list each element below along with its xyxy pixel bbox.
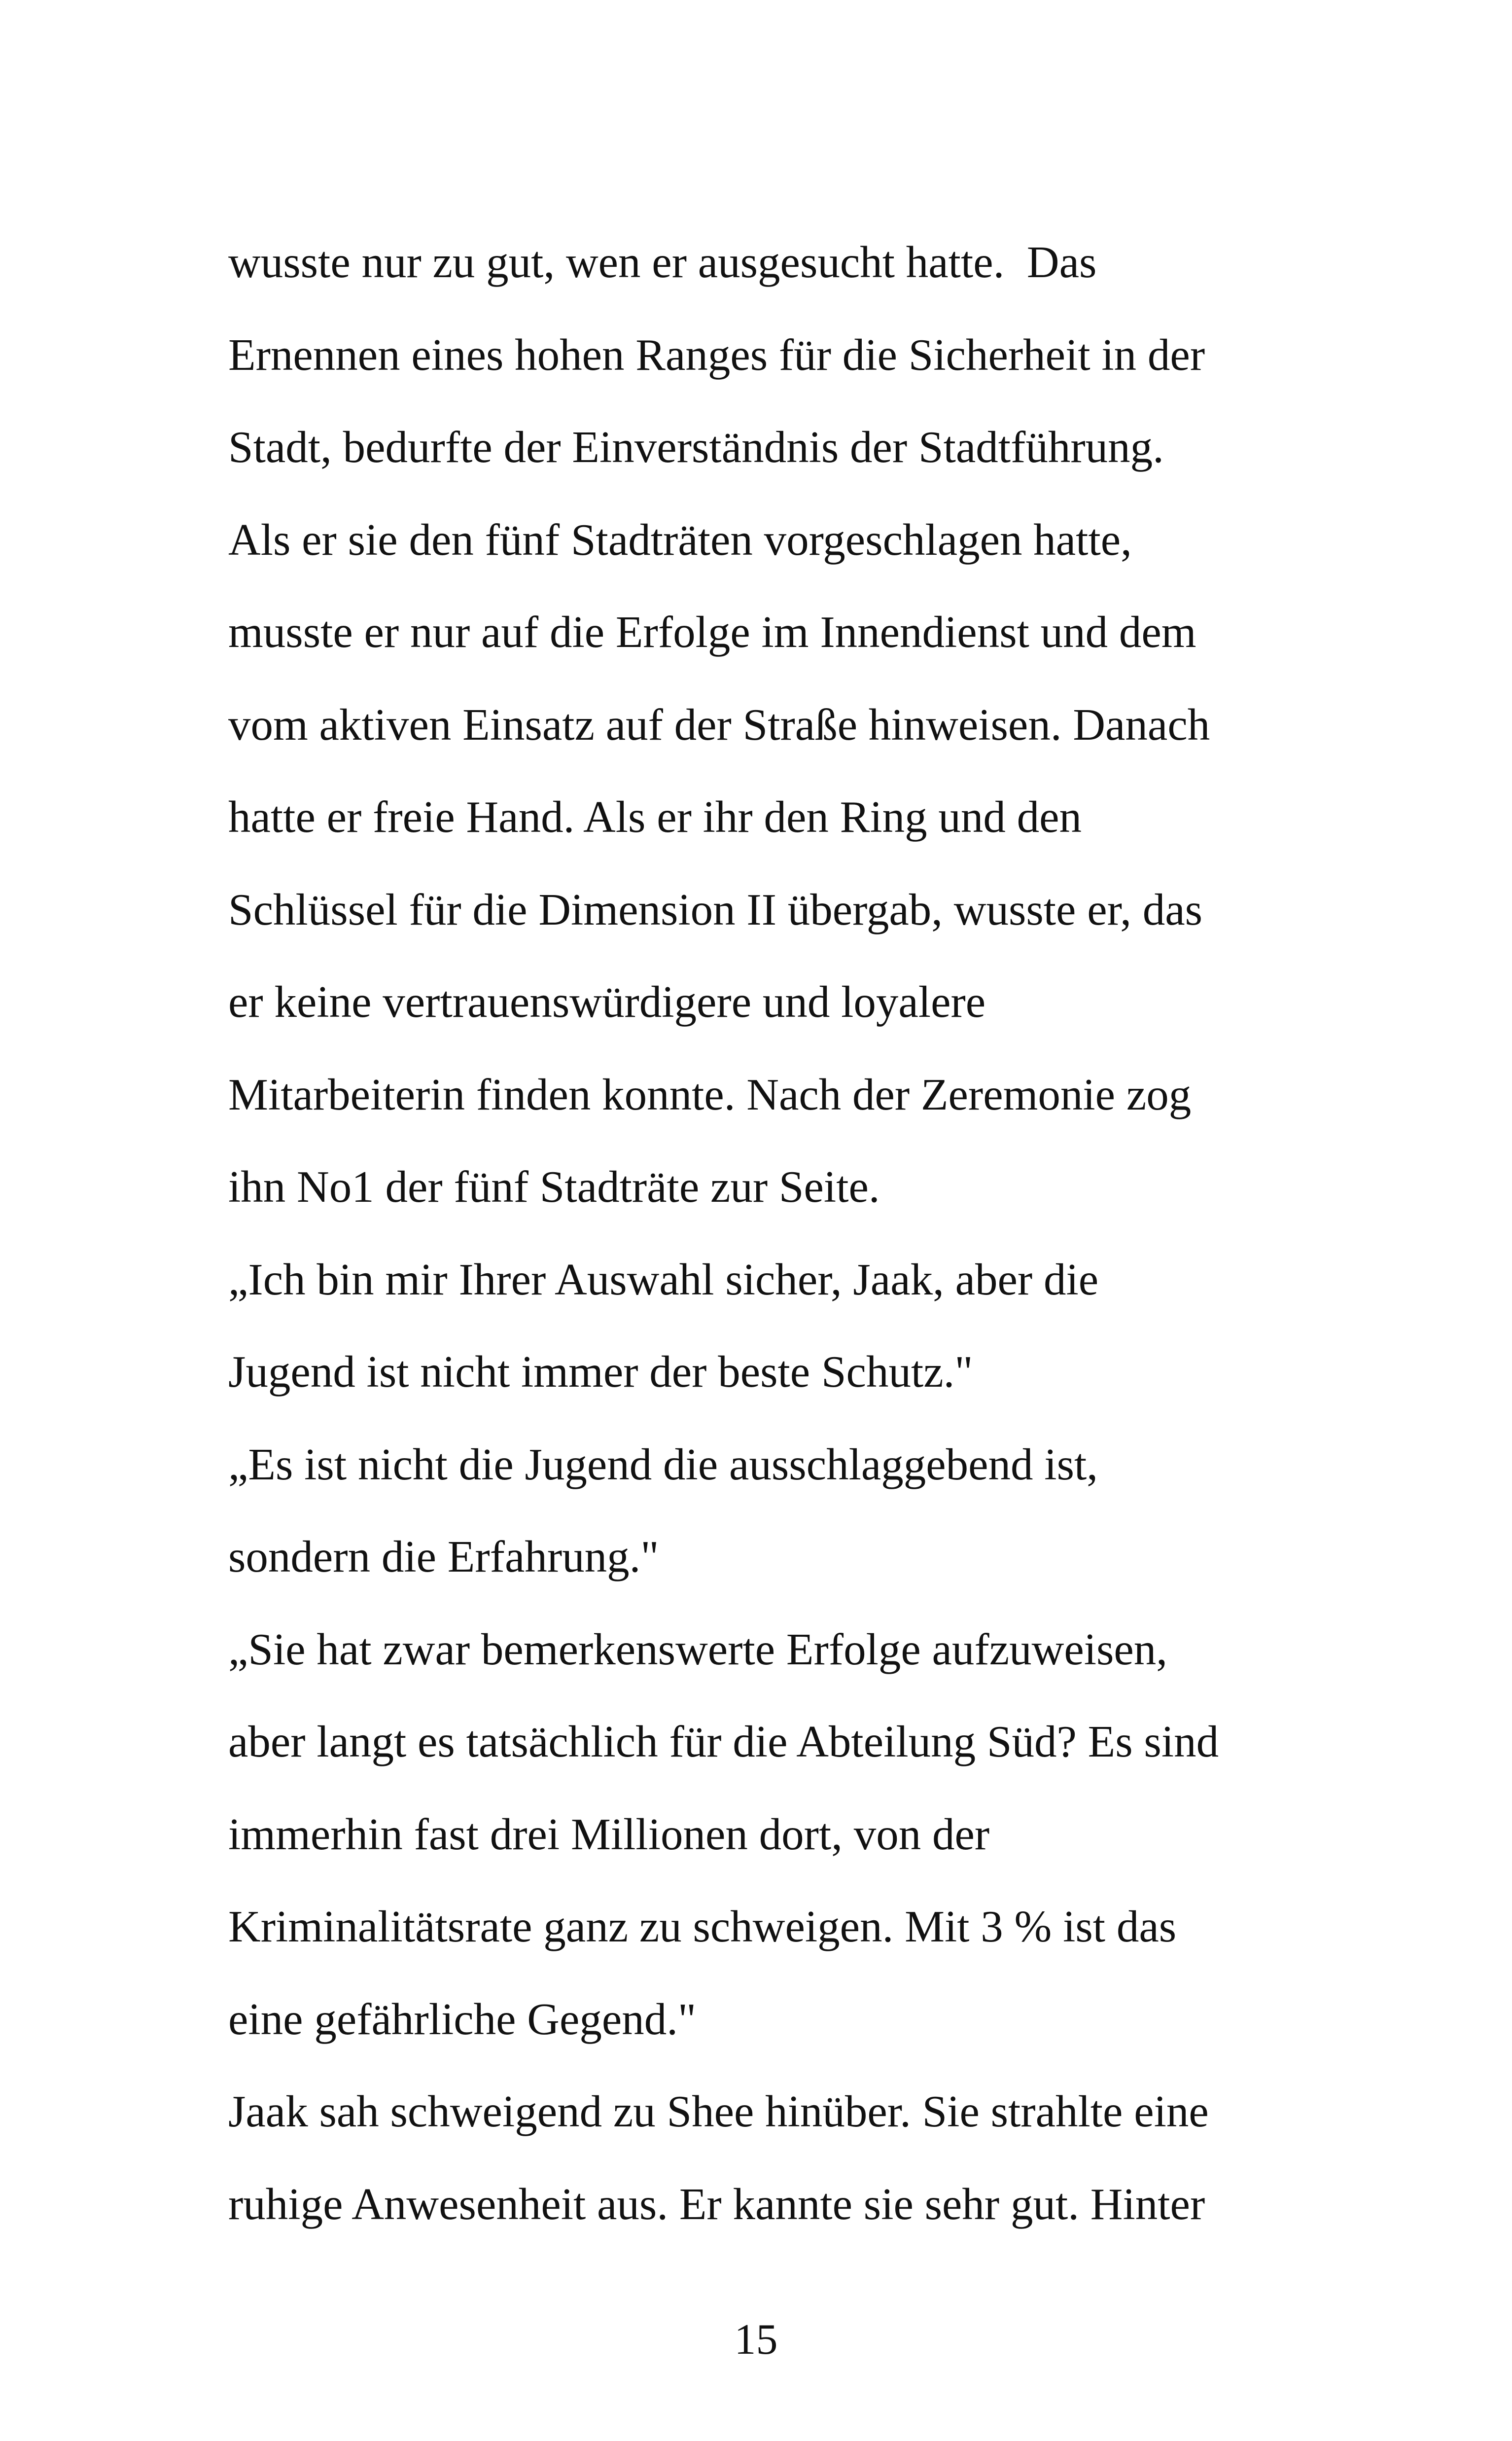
text-line: Mitarbeiterin finden konnte. Nach der Zeremonie zog [228, 1069, 1192, 1119]
dialogue-line: immerhin fast drei Millionen dort, von der [228, 1809, 990, 1859]
text-line: ihn No1 der fünf Stadträte zur Seite. [228, 1162, 880, 1212]
text-line: Stadt, bedurfte der Einverständnis der Stadtführung. [228, 422, 1164, 472]
text-line: Jaak sah schweigend zu Shee hinüber. Sie strahlte eine [228, 2086, 1209, 2136]
dialogue-line: „Sie hat zwar bemerkenswerte Erfolge aufzuweisen, [228, 1624, 1168, 1674]
text-line: hatte er freie Hand. Als er ihr den Ring und den [228, 792, 1082, 842]
text-line: Schlüssel für die Dimension II übergab, wusste er, das [228, 884, 1203, 934]
dialogue-line: sondern die Erfahrung." [228, 1532, 659, 1581]
dialogue-line: Jugend ist nicht immer der beste Schutz." [228, 1347, 973, 1397]
text-line: vom aktiven Einsatz auf der Straße hinweisen. Danach [228, 699, 1210, 750]
text-line: musste er nur auf die Erfolge im Innendienst und dem [228, 607, 1196, 657]
dialogue-line: „Es ist nicht die Jugend die ausschlaggebend ist, [228, 1439, 1098, 1489]
dialogue-line: „Ich bin mir Ihrer Auswahl sicher, Jaak, aber die [228, 1254, 1099, 1304]
dialogue-line: Kriminalitätsrate ganz zu schweigen. Mit 3 % ist das [228, 1902, 1177, 1951]
text-line: Ernennen eines hohen Ranges für die Sicherheit in der [228, 329, 1205, 380]
text-line: wusste nur zu gut, wen er ausgesucht hatte. Das [228, 237, 1097, 287]
dialogue-line: aber langt es tatsächlich für die Abteilung Süd? Es sind [228, 1717, 1219, 1766]
text-line: Als er sie den fünf Stadträten vorgeschlagen hatte, [228, 514, 1132, 565]
body-text [228, 216, 1377, 2250]
text-line: ruhige Anwesenheit aus. Er kannte sie sehr gut. Hinter [228, 2179, 1205, 2229]
page-number: 15 [734, 2316, 778, 2364]
text-line: er keine vertrauenswürdigere und loyalere [228, 977, 986, 1027]
dialogue-line: eine gefährliche Gegend." [228, 1994, 697, 2044]
